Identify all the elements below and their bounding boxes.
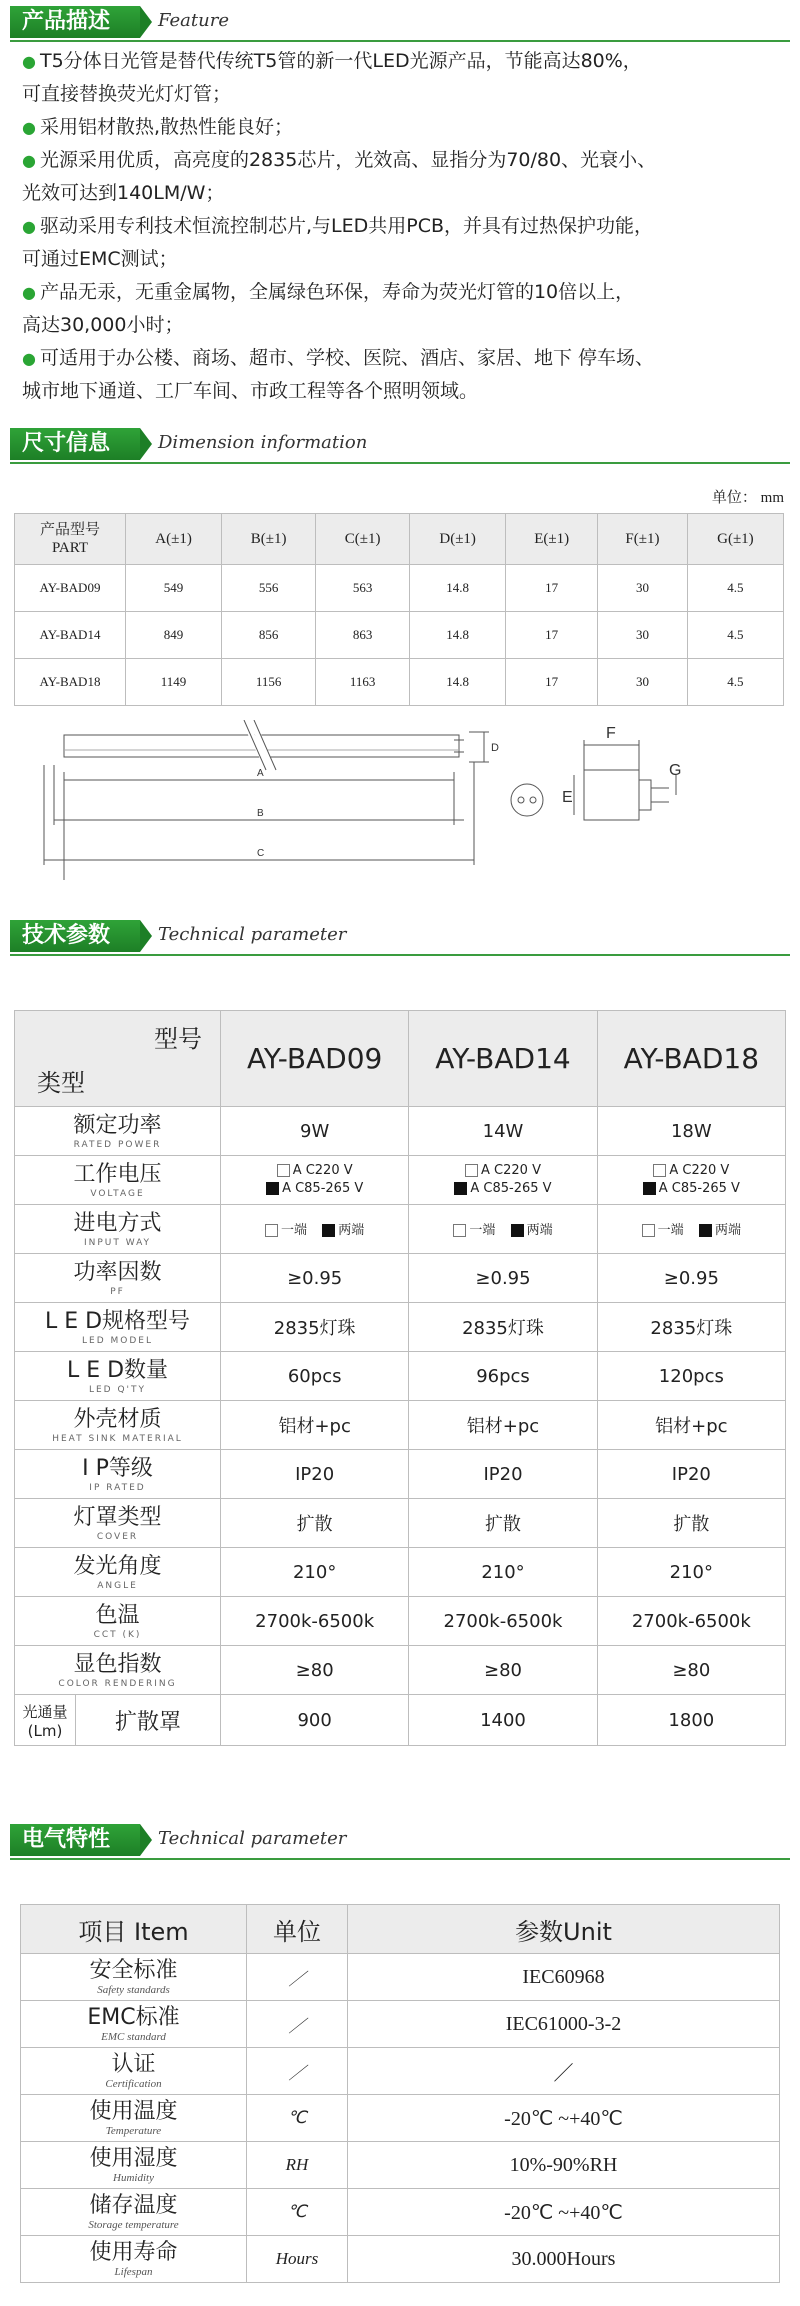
divider: [10, 40, 790, 42]
table-row: [15, 1695, 786, 1746]
param-label-en: CCT (K): [93, 1630, 142, 1640]
param-value: 210°: [597, 1548, 785, 1597]
bullet-icon: ●: [22, 118, 36, 137]
col-header: E(±1): [506, 514, 598, 565]
param-value: 96pcs: [409, 1352, 597, 1401]
checkbox-checked-icon: [643, 1182, 656, 1195]
table-row: [21, 2095, 780, 2142]
dim-label-e: E: [562, 789, 573, 806]
input-way-options: [597, 1205, 785, 1254]
unit-cell: Hours: [247, 2236, 348, 2283]
feature-title: 产品描述: [10, 6, 140, 38]
option-label: 一端: [469, 1222, 496, 1238]
param-value: ≥0.95: [221, 1254, 409, 1303]
unit-cell: ℃: [247, 2095, 348, 2142]
item-label-en: Storage temperature: [88, 2219, 179, 2231]
param-value: 2700k-6500k: [597, 1597, 785, 1646]
item-cell: [21, 2048, 247, 2095]
param-value: IP20: [221, 1450, 409, 1499]
dim-label-f: F: [606, 725, 616, 742]
param-value: 2700k-6500k: [409, 1597, 597, 1646]
option-label: 一端: [657, 1222, 684, 1238]
param-value: ≥80: [409, 1646, 597, 1695]
checkbox-checked-icon: [322, 1224, 335, 1237]
dimension-section-header: [10, 428, 790, 460]
checkbox-icon: [653, 1164, 666, 1177]
unit-cell: ／: [247, 2048, 348, 2095]
option-label: 两端: [526, 1222, 553, 1238]
param-value: 60pcs: [221, 1352, 409, 1401]
param-value: ≥0.95: [597, 1254, 785, 1303]
param-value: ≥0.95: [409, 1254, 597, 1303]
param-value: 扩散: [597, 1499, 785, 1548]
cell: 17: [506, 659, 598, 706]
item-label: EMC标准: [87, 2005, 180, 2030]
table-header-row: [15, 514, 784, 565]
param-label-en: COVER: [96, 1532, 139, 1542]
param-label: L E D数量: [66, 1358, 169, 1383]
voltage-options: [409, 1156, 597, 1205]
bullet-icon: ●: [22, 151, 36, 170]
input-option: [322, 1223, 364, 1238]
param-label: 发光角度: [73, 1554, 162, 1579]
model-column-header: AY-BAD18: [597, 1011, 785, 1107]
cell: 17: [506, 612, 598, 659]
divider: [10, 462, 790, 464]
option-label: A C220 V: [292, 1163, 353, 1178]
flux-value: 1800: [597, 1695, 785, 1746]
dim-label-g: G: [669, 762, 682, 779]
value-cell: IEC60968: [348, 1954, 780, 2001]
table-row: [15, 1499, 786, 1548]
item-label-en: Temperature: [105, 2125, 162, 2137]
feature-text: 产品无汞，无重金属物，全属绿色环保，寿命为荧光灯管的10倍以上，: [39, 281, 635, 303]
param-label-en: LED MODEL: [82, 1336, 153, 1346]
technical-subtitle: Technical parameter: [158, 924, 347, 945]
param-label: 进电方式: [73, 1211, 162, 1236]
tube-dimension-diagram: [14, 720, 784, 910]
value-cell: ／: [348, 2048, 780, 2095]
item-label: 安全标准: [89, 1958, 178, 1983]
cell: AY-BAD09: [15, 565, 126, 612]
param-value: 扩散: [409, 1499, 597, 1548]
option-label: A C85-265 V: [282, 1181, 364, 1196]
param-value: 210°: [221, 1548, 409, 1597]
feature-text: 可适用于办公楼、商场、超市、学校、医院、酒店、家居、地下 停车场、: [39, 347, 655, 369]
cell: 4.5: [687, 565, 783, 612]
param-value: 铝材+pc: [409, 1401, 597, 1450]
input-way-options: [409, 1205, 597, 1254]
voltage-options: [597, 1156, 785, 1205]
feature-list: [22, 45, 782, 408]
table-row: [15, 1107, 786, 1156]
model-type-header: [15, 1011, 221, 1107]
feature-section-header: [10, 6, 790, 38]
col-header: C(±1): [316, 514, 410, 565]
item-label: 使用湿度: [89, 2146, 178, 2171]
param-label: 额定功率: [73, 1113, 162, 1138]
table-row: [15, 1352, 786, 1401]
technical-table: [14, 1010, 786, 1746]
item-cell: [21, 2095, 247, 2142]
param-value: 2835灯珠: [221, 1303, 409, 1352]
technical-section-header: [10, 920, 790, 952]
value-cell: IEC61000-3-2: [348, 2001, 780, 2048]
feature-text: 可直接替换荧光灯灯管；: [22, 83, 232, 105]
col-header: F(±1): [598, 514, 688, 565]
param-label-en: INPUT WAY: [83, 1238, 152, 1248]
checkbox-checked-icon: [454, 1182, 467, 1195]
cell: 856: [222, 612, 316, 659]
table-row: [15, 1156, 786, 1205]
param-label-en: IP RATED: [89, 1483, 146, 1493]
input-option: [511, 1223, 553, 1238]
param-label-cell: [15, 1646, 221, 1695]
param-value: ≥80: [221, 1646, 409, 1695]
model-header: 型号: [154, 1025, 202, 1053]
cell: 863: [316, 612, 410, 659]
checkbox-checked-icon: [511, 1224, 524, 1237]
param-label-en: HEAT SINK MATERIAL: [52, 1434, 183, 1444]
item-label: 使用寿命: [89, 2240, 178, 2265]
param-label-cell: [15, 1499, 221, 1548]
checkbox-icon: [453, 1224, 466, 1237]
table-row: [15, 659, 784, 706]
table-row: [21, 2142, 780, 2189]
table-row: [15, 1548, 786, 1597]
bullet-icon: ●: [22, 52, 36, 71]
unit-cell: ／: [247, 1954, 348, 2001]
table-row: [21, 1954, 780, 2001]
cell: 14.8: [410, 565, 506, 612]
option-label: 一端: [281, 1222, 308, 1238]
item-header: 项目 Item: [21, 1905, 247, 1954]
option-label: 两端: [338, 1222, 365, 1238]
dim-label-c: C: [257, 848, 265, 859]
table-row: [15, 1646, 786, 1695]
col-header: A(±1): [126, 514, 222, 565]
param-value: 2835灯珠: [409, 1303, 597, 1352]
value-cell: -20℃ ~+40℃: [348, 2095, 780, 2142]
param-label-en: ANGLE: [97, 1581, 138, 1591]
param-value: 18W: [597, 1107, 785, 1156]
input-option: [453, 1223, 495, 1238]
flux-label-cell: [15, 1695, 221, 1746]
cell: 1163: [316, 659, 410, 706]
item-label-en: Safety standards: [97, 1984, 170, 1996]
param-label: 工作电压: [73, 1162, 162, 1187]
item-label-en: Certification: [105, 2078, 162, 2090]
param-label-cell: [15, 1303, 221, 1352]
param-label: 显色指数: [73, 1652, 162, 1677]
param-label: L E D规格型号: [44, 1309, 191, 1334]
table-row: [15, 612, 784, 659]
cell: 14.8: [410, 659, 506, 706]
feature-line: [22, 144, 782, 177]
table-row: [15, 1401, 786, 1450]
feature-subtitle: Feature: [158, 10, 229, 31]
param-value: 铝材+pc: [597, 1401, 785, 1450]
col-header: D(±1): [410, 514, 506, 565]
feature-text: 高达30,000小时；: [22, 314, 184, 336]
unit-cell: RH: [247, 2142, 348, 2189]
param-label: 灯罩类型: [73, 1505, 162, 1530]
divider: [10, 954, 790, 956]
item-cell: [21, 2001, 247, 2048]
param-label-cell: [15, 1352, 221, 1401]
model-column-header: AY-BAD14: [409, 1011, 597, 1107]
dimension-table: [14, 513, 784, 706]
table-row: [15, 565, 784, 612]
dim-label-b: B: [257, 808, 264, 819]
cell: 1156: [222, 659, 316, 706]
cell: AY-BAD18: [15, 659, 126, 706]
col-header: G(±1): [687, 514, 783, 565]
model-column-header: AY-BAD09: [221, 1011, 409, 1107]
feature-text: 城市地下通道、工厂车间、市政工程等各个照明领域。: [22, 380, 479, 402]
bullet-icon: ●: [22, 283, 36, 302]
flux-label: 光通量 (Lm): [15, 1695, 76, 1745]
param-header: 参数Unit: [348, 1905, 780, 1954]
param-label-cell: [15, 1548, 221, 1597]
value-cell: -20℃ ~+40℃: [348, 2189, 780, 2236]
checkbox-icon: [277, 1164, 290, 1177]
value-cell: 10%-90%RH: [348, 2142, 780, 2189]
table-row: [21, 2189, 780, 2236]
table-row: [15, 1597, 786, 1646]
feature-line: [22, 375, 782, 408]
table-row: [21, 2048, 780, 2095]
feature-line: [22, 276, 782, 309]
param-label: 色温: [95, 1603, 140, 1628]
param-label-en: RATED POWER: [73, 1140, 162, 1150]
divider: [10, 1858, 790, 1860]
option-label: A C85-265 V: [658, 1181, 740, 1196]
cell: AY-BAD14: [15, 612, 126, 659]
unit-label: 单位： mm: [711, 490, 784, 506]
electrical-title: 电气特性: [10, 1824, 140, 1856]
table-header-row: [15, 1011, 786, 1107]
value-cell: 30.000Hours: [348, 2236, 780, 2283]
voltage-option: [221, 1180, 408, 1198]
voltage-option: [409, 1162, 596, 1180]
cell: 563: [316, 565, 410, 612]
feature-text: 采用铝材散热,散热性能良好；: [39, 116, 294, 138]
feature-line: [22, 243, 782, 276]
param-label: 外壳材质: [73, 1407, 162, 1432]
voltage-option: [409, 1180, 596, 1198]
dimension-title: 尺寸信息: [10, 428, 140, 460]
param-label-cell: [15, 1107, 221, 1156]
cell: 556: [222, 565, 316, 612]
param-label-en: PF: [110, 1287, 125, 1297]
param-label-cell: [15, 1254, 221, 1303]
feature-text: 光源采用优质，高亮度的2835芯片，光效高、显指分为70/80、光衰小、: [39, 149, 657, 171]
flux-sub-label: 扩散罩: [114, 1709, 181, 1735]
table-row: [21, 2001, 780, 2048]
param-label-cell: [15, 1597, 221, 1646]
electrical-subtitle: Technical parameter: [158, 1828, 347, 1849]
feature-line: [22, 210, 782, 243]
cell: 4.5: [687, 659, 783, 706]
param-value: ≥80: [597, 1646, 785, 1695]
param-label-en: LED Q'TY: [88, 1385, 147, 1395]
param-label: 功率因数: [73, 1260, 162, 1285]
param-label-cell: [15, 1205, 221, 1254]
item-cell: [21, 2189, 247, 2236]
feature-text: 可通过EMC测试；: [22, 248, 178, 270]
param-label: I P等级: [82, 1456, 153, 1481]
param-value: IP20: [409, 1450, 597, 1499]
input-way-options: [221, 1205, 409, 1254]
feature-line: [22, 78, 782, 111]
checkbox-icon: [465, 1164, 478, 1177]
item-label-en: Lifespan: [114, 2266, 153, 2278]
param-label-cell: [15, 1156, 221, 1205]
option-label: A C220 V: [669, 1163, 730, 1178]
option-label: A C85-265 V: [470, 1181, 552, 1196]
table-header-row: [21, 1905, 780, 1954]
table-row: [15, 1303, 786, 1352]
input-option: [642, 1223, 684, 1238]
cell: 849: [126, 612, 222, 659]
unit-cell: ℃: [247, 2189, 348, 2236]
cell: 14.8: [410, 612, 506, 659]
input-option: [699, 1223, 741, 1238]
feature-text: 驱动采用专利技术恒流控制芯片,与LED共用PCB，并具有过热保护功能，: [39, 215, 653, 237]
dim-label-d: D: [491, 742, 499, 754]
flux-value: 900: [221, 1695, 409, 1746]
table-row: [21, 2236, 780, 2283]
input-option: [265, 1223, 307, 1238]
item-label: 使用温度: [89, 2099, 178, 2124]
model-header-cn: 产品型号: [39, 522, 100, 538]
checkbox-checked-icon: [699, 1224, 712, 1237]
param-label-cell: [15, 1450, 221, 1499]
checkbox-icon: [642, 1224, 655, 1237]
item-cell: [21, 1954, 247, 2001]
option-label: 两端: [714, 1222, 741, 1238]
flux-value: 1400: [409, 1695, 597, 1746]
item-label: 储存温度: [89, 2193, 178, 2218]
item-label-en: EMC standard: [101, 2031, 166, 2043]
cell: 1149: [126, 659, 222, 706]
param-value: 210°: [409, 1548, 597, 1597]
feature-text: T5分体日光管是替代传统T5管的新一代LED光源产品，节能高达80%，: [39, 50, 642, 72]
table-row: [15, 1205, 786, 1254]
electrical-section-header: [10, 1824, 790, 1856]
param-label-en: COLOR RENDERING: [58, 1679, 177, 1689]
item-label: 认证: [111, 2052, 156, 2077]
electrical-table: [20, 1904, 780, 2283]
item-cell: [21, 2236, 247, 2283]
table-row: [15, 1254, 786, 1303]
dim-label-a: A: [257, 768, 264, 779]
param-value: 2835灯珠: [597, 1303, 785, 1352]
feature-text: 光效可达到140LM/W；: [22, 182, 225, 204]
param-value: 铝材+pc: [221, 1401, 409, 1450]
param-value: 2700k-6500k: [221, 1597, 409, 1646]
param-value: IP20: [597, 1450, 785, 1499]
cell: 30: [598, 612, 688, 659]
cell: 549: [126, 565, 222, 612]
item-label-en: Humidity: [113, 2172, 154, 2184]
cell: 30: [598, 659, 688, 706]
feature-line: [22, 45, 782, 78]
dimension-subtitle: Dimension information: [158, 432, 368, 453]
feature-line: [22, 342, 782, 375]
feature-line: [22, 309, 782, 342]
param-label-en: VOLTAGE: [90, 1189, 145, 1199]
item-cell: [21, 2142, 247, 2189]
checkbox-checked-icon: [266, 1182, 279, 1195]
cell: 4.5: [687, 612, 783, 659]
model-header-en: PART: [51, 540, 89, 556]
param-label-cell: [15, 1401, 221, 1450]
type-header: 类型: [37, 1069, 85, 1097]
feature-line: [22, 177, 782, 210]
param-value: 扩散: [221, 1499, 409, 1548]
checkbox-icon: [265, 1224, 278, 1237]
model-header: [15, 514, 126, 565]
bullet-icon: ●: [22, 217, 36, 236]
voltage-option: [598, 1180, 785, 1198]
unit-cell: ／: [247, 2001, 348, 2048]
voltage-options: [221, 1156, 409, 1205]
bullet-icon: ●: [22, 349, 36, 368]
param-value: 120pcs: [597, 1352, 785, 1401]
technical-title: 技术参数: [10, 920, 140, 952]
feature-line: [22, 111, 782, 144]
unit-header: 单位: [247, 1905, 348, 1954]
voltage-option: [598, 1162, 785, 1180]
col-header: B(±1): [222, 514, 316, 565]
voltage-option: [221, 1162, 408, 1180]
option-label: A C220 V: [481, 1163, 541, 1178]
param-value: 9W: [221, 1107, 409, 1156]
cell: 17: [506, 565, 598, 612]
param-value: 14W: [409, 1107, 597, 1156]
table-row: [15, 1450, 786, 1499]
cell: 30: [598, 565, 688, 612]
